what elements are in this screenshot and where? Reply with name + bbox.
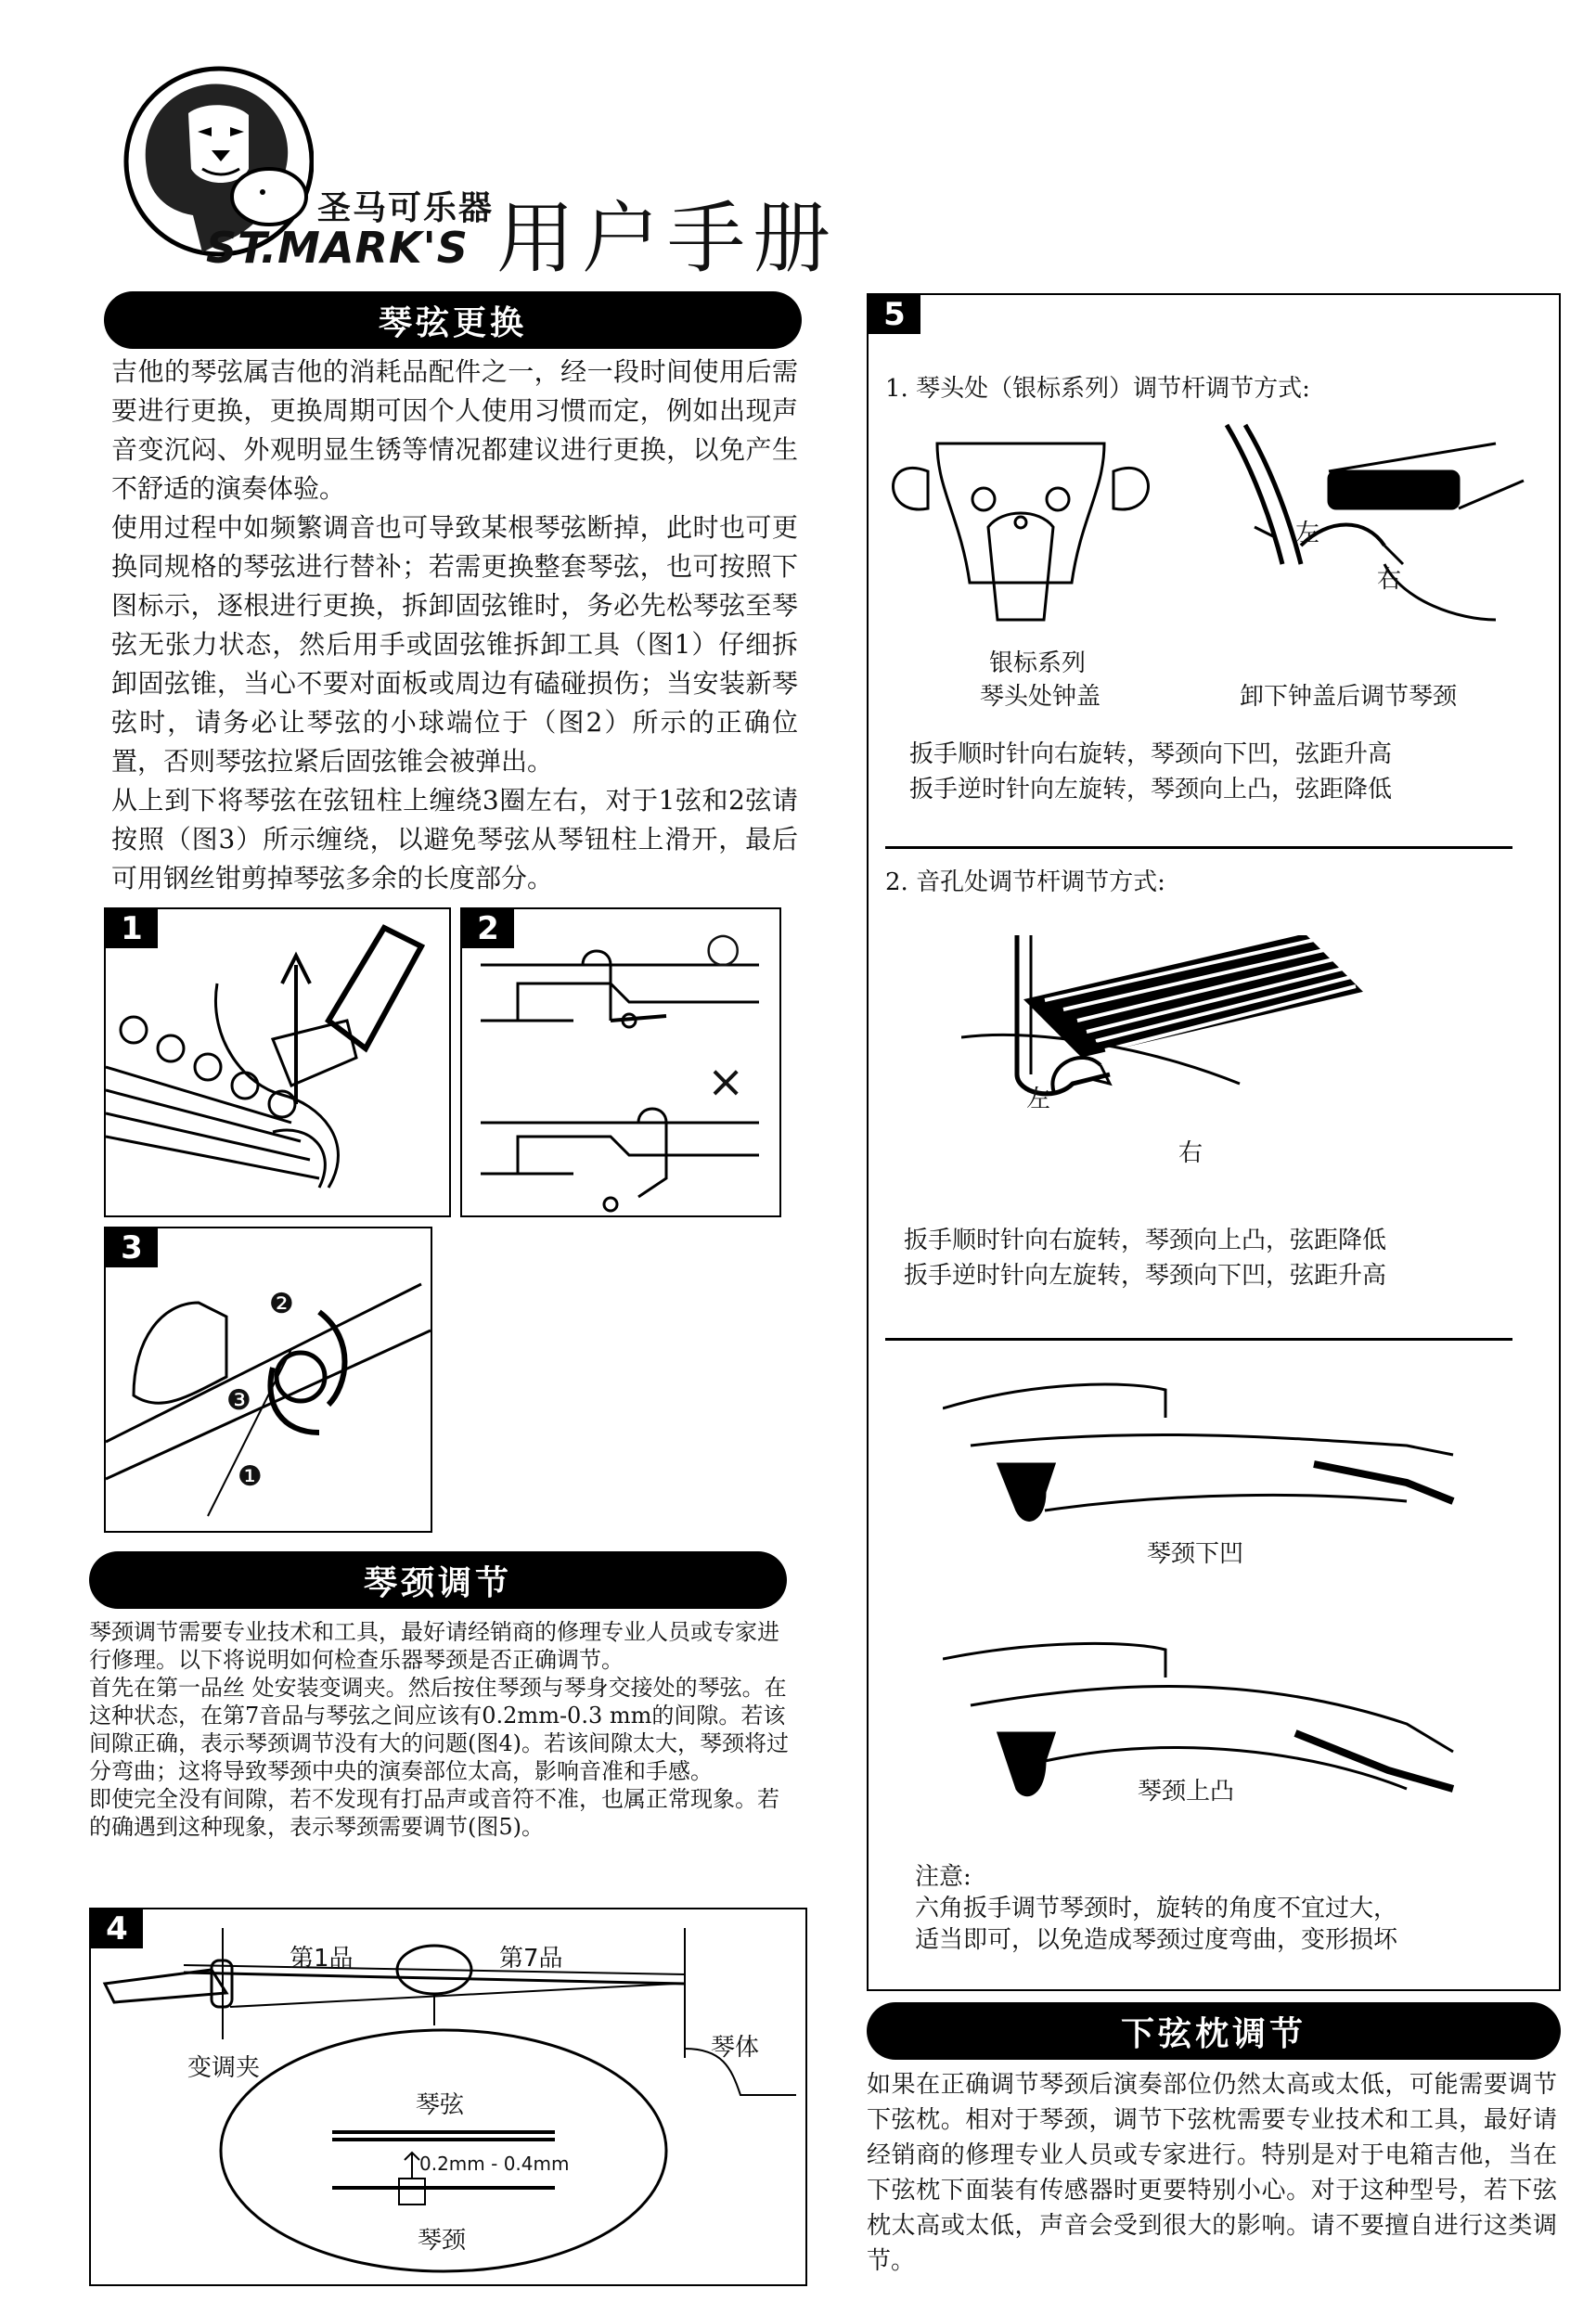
method-2-title: 2. 音孔处调节杆调节方式: — [885, 868, 1165, 896]
headstock-truss-cover-illustration — [882, 416, 1160, 638]
figure-number: 5 — [869, 295, 920, 334]
figure-number: 2 — [462, 909, 514, 948]
section-heading-saddle-adjustment: 下弦枕调节 — [867, 2002, 1561, 2060]
capo-label: 变调夹 — [187, 2054, 261, 2082]
guitar-body-label: 琴体 — [711, 2034, 760, 2062]
string-winding-illustration — [106, 1228, 431, 1531]
neck-adjustment-text — [89, 1618, 794, 1841]
note-title: 注意: — [915, 1863, 972, 1891]
figure-number: 3 — [106, 1228, 158, 1267]
figure-1-remove-bridge-pin — [104, 907, 451, 1217]
paragraph: 即使完全没有间隙，若不发现有打品声或音符不准，也属正常现象。若的确遇到这种现象，表示琴颈需要调节(图5)。 — [89, 1786, 779, 1840]
paragraph: 吉他的琴弦属吉他的消耗品配件之一，经一段时间使用后需要进行更换，更换周期可因个人使用习惯而定，例如出现声音变沉闷、外观明显生锈等情况都建议进行更换，以免产生不舒适的演奏体验。 — [111, 356, 798, 504]
note-line-2: 适当即可，以免造成琴颈过度弯曲，变形损坏 — [915, 1926, 1398, 1954]
divider — [885, 846, 1512, 849]
saddle-adjustment-text: 如果在正确调节琴颈后演奏部位仍然太高或太低，可能需要调节下弦枕。相对于琴颈，调节下弦枕需要专业技术和工具，最好请经销商的修理专业人员或专家进行。特别是对于电箱吉他，当在下弦枕下面装有传感器时更要特别小心。对于这种型号，若下弦枕太高或太低，声音会受到很大的影响。请不要擅自进行这类调节。 — [867, 2071, 1557, 2275]
direction-right-label: 右 — [1377, 566, 1402, 594]
caption-headstock-cover: 琴头处钟盖 — [980, 683, 1101, 711]
figure-number: 1 — [106, 909, 158, 948]
paragraph: 琴颈调节需要专业技术和工具，最好请经销商的修理专业人员或专家进行修理。以下将说明如何检查乐器琴颈是否正确调节。 — [89, 1619, 779, 1673]
brand-english-name: ST.MARK'S — [206, 223, 469, 273]
section-heading-neck-adjustment: 琴颈调节 — [89, 1551, 787, 1609]
figure-5-truss-rod-adjustment — [867, 293, 1561, 1991]
note-line-1: 六角扳手调节琴颈时，旋转的角度不宜过大， — [915, 1895, 1398, 1922]
neck-concave-illustration — [943, 1362, 1462, 1548]
neck-concave-label: 琴颈下凹 — [1147, 1540, 1244, 1568]
caption-silver-series: 银标系列 — [989, 649, 1087, 677]
brand-chinese-name: 圣马可乐器 — [317, 189, 495, 227]
truss-rod-wrench-illustration — [1217, 416, 1533, 638]
method-1-counterclockwise: 扳手逆时针向左旋转，琴颈向上凸，弦距降低 — [909, 776, 1393, 803]
correct-symbol: ○ — [705, 924, 741, 971]
direction-left-label: 左 — [1295, 520, 1320, 547]
method-2-counterclockwise: 扳手逆时针向左旋转，琴颈向下凹，弦距升高 — [904, 1262, 1387, 1290]
bridge-pin-removal-illustration — [106, 909, 449, 1215]
string-label: 琴弦 — [416, 2091, 465, 2119]
direction-left-label: 左 — [1026, 1086, 1051, 1113]
gap-measurement-label: 0.2mm - 0.4mm — [419, 2153, 570, 2175]
method-1-title: 1. 琴头处（银标系列）调节杆调节方式: — [885, 375, 1310, 403]
soundhole-truss-rod-illustration — [961, 935, 1425, 1158]
method-1-clockwise: 扳手顺时针向右旋转，琴颈向下凹，弦距升高 — [909, 740, 1393, 768]
fret-1-label: 第1品 — [290, 1945, 354, 1973]
winding-step-3-marker: ❸ — [226, 1384, 251, 1417]
string-replacement-text — [111, 353, 798, 898]
paragraph: 使用过程中如频繁调音也可导致某根琴弦断掉，此时也可更换同规格的琴弦进行替补；若需更换整套琴弦，也可按照下图标示，逐根进行更换，拆卸固弦锥时，务必先松琴弦至琴弦无张力状态，然后用手或固弦锥拆卸工具（图1）仔细拆卸固弦锥，当心不要对面板或周边有磕碰损伤；当安装新琴弦时，请务必让琴弦的小球端位于（图2）所示的正确位置，否则琴弦拉紧后固弦锥会被弹出。 — [111, 512, 798, 777]
figure-number: 4 — [91, 1909, 143, 1948]
neck-convex-label: 琴颈上凸 — [1138, 1778, 1235, 1806]
direction-right-label: 右 — [1178, 1139, 1203, 1167]
incorrect-symbol: × — [707, 1056, 745, 1108]
winding-step-2-marker: ❷ — [269, 1288, 294, 1320]
winding-step-1-marker: ❶ — [238, 1460, 263, 1493]
divider — [885, 1338, 1512, 1341]
method-2-clockwise: 扳手顺时针向右旋转，琴颈向上凸，弦距降低 — [904, 1227, 1387, 1254]
fret-7-label: 第7品 — [499, 1945, 563, 1973]
section-heading-string-replacement: 琴弦更换 — [104, 291, 802, 349]
neck-label: 琴颈 — [418, 2227, 467, 2255]
caption-remove-cover: 卸下钟盖后调节琴颈 — [1240, 683, 1458, 711]
paragraph: 首先在第一品丝 处安装变调夹。然后按住琴颈与琴身交接处的琴弦。在这种状态，在第7音品与琴弦之间应该有0.2mm-0.3 mm的间隙。若该间隙正确，表示琴颈调节没有大的问题(图4)。若该间隙太大，琴颈将过分弯曲；这将导致琴颈中央的演奏部位太高，影响音准和手感。 — [89, 1675, 789, 1784]
figure-2-ball-end-position — [460, 907, 781, 1217]
page-title: 用户手册 — [496, 193, 839, 284]
figure-3-winding-method — [104, 1227, 432, 1533]
figure-4-neck-relief-check — [89, 1908, 807, 2286]
paragraph: 从上到下将琴弦在弦钮柱上缠绕3圈左右，对于1弦和2弦请按照（图3）所示缠绕，以避免琴弦从琴钮柱上滑开，最后可用钢丝钳剪掉琴弦多余的长度部分。 — [111, 785, 798, 893]
